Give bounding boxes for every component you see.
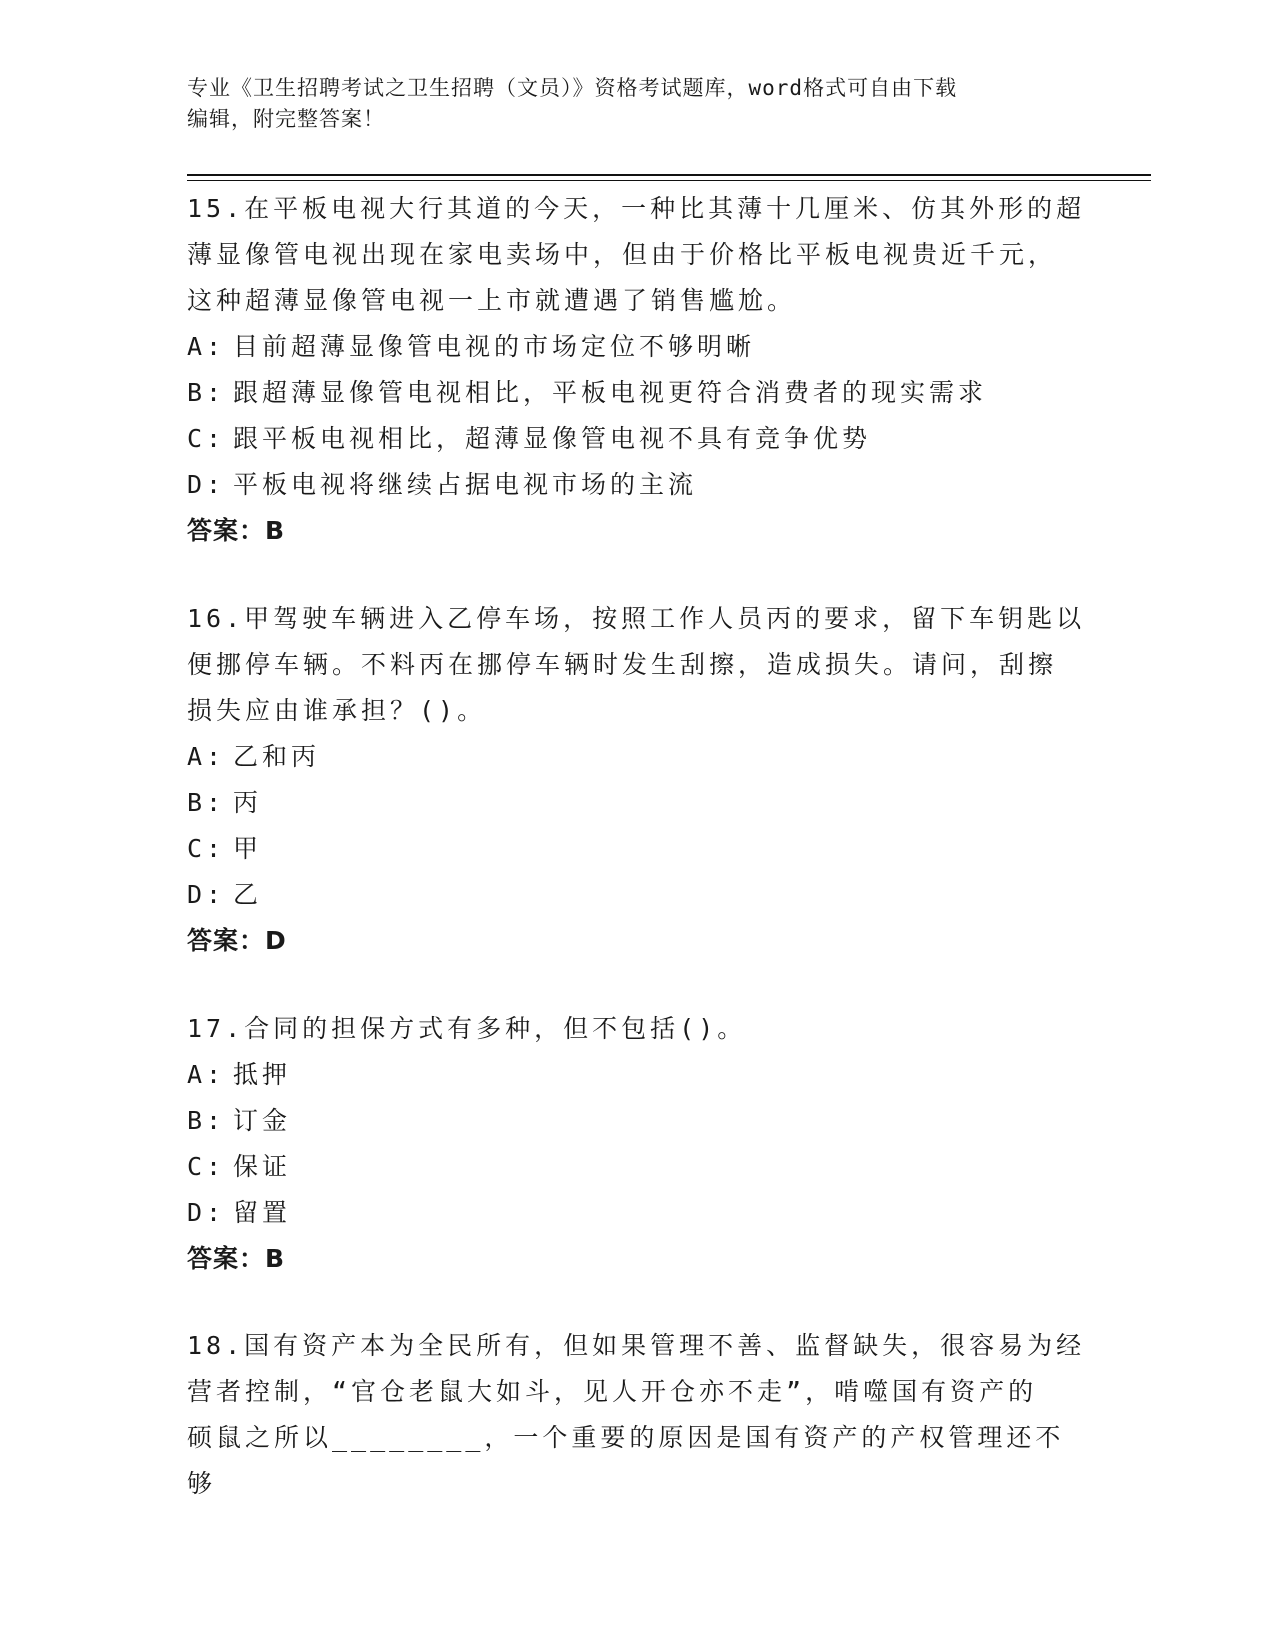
option-text: 目前超薄显像管电视的市场定位不够明晰 <box>233 332 756 361</box>
option-text: 乙和丙 <box>233 742 321 771</box>
option-c <box>187 416 1087 462</box>
option-a <box>187 734 1087 780</box>
option-b <box>187 370 1087 416</box>
option-text: 跟超薄显像管电视相比，平板电视更符合消费者的现实需求 <box>233 378 988 407</box>
option-a <box>187 324 1087 370</box>
question-16 <box>187 596 1087 964</box>
question-stem-line: 17.合同的担保方式有多种，但不包括()。 <box>187 1014 747 1043</box>
header-divider-thick <box>187 174 1151 176</box>
header-divider-thin <box>187 180 1151 181</box>
question-stem-line: 18.国有资产本为全民所有，但如果管理不善、监督缺失，很容易为经 <box>187 1331 1086 1360</box>
option-letter: C: <box>187 834 226 863</box>
option-text: 订金 <box>233 1106 292 1135</box>
option-a <box>187 1052 1087 1098</box>
answer-line: 答案：B <box>187 1244 286 1273</box>
question-17 <box>187 1006 1087 1282</box>
header-line-2: 编辑，附完整答案！ <box>187 107 385 131</box>
question-stem-line: 损失应由谁承担？()。 <box>187 696 487 725</box>
question-stem-line: 15.在平板电视大行其道的今天，一种比其薄十几厘米、仿其外形的超 <box>187 194 1086 223</box>
question-stem-line: 便挪停车辆。不料丙在挪停车辆时发生刮擦，造成损失。请问，刮擦 <box>187 650 1058 679</box>
option-letter: A: <box>187 742 226 771</box>
option-c <box>187 1144 1087 1190</box>
question-stem-line: 营者控制，“官仓老鼠大如斗，见人开仓亦不走”，啃噬国有资产的 <box>187 1377 1038 1406</box>
option-letter: C: <box>187 424 226 453</box>
option-letter: A: <box>187 1060 226 1089</box>
option-c <box>187 826 1087 872</box>
option-d <box>187 1190 1087 1236</box>
option-letter: C: <box>187 1152 226 1181</box>
option-letter: B: <box>187 1106 226 1135</box>
option-d <box>187 462 1087 508</box>
option-text: 丙 <box>233 788 263 817</box>
question-stem-line: 硕鼠之所以________，一个重要的原因是国有资产的产权管理还不够 <box>187 1423 1065 1498</box>
question-stem-line: 这种超薄显像管电视一上市就遭遇了销售尴尬。 <box>187 286 797 315</box>
option-text: 留置 <box>233 1198 292 1227</box>
answer-line: 答案：D <box>187 926 287 955</box>
option-letter: D: <box>187 880 226 909</box>
option-b <box>187 780 1087 826</box>
question-stem-line: 16.甲驾驶车辆进入乙停车场，按照工作人员丙的要求，留下车钥匙以 <box>187 604 1086 633</box>
option-text: 抵押 <box>233 1060 292 1089</box>
header-line-1: 专业《卫生招聘考试之卫生招聘（文员）》资格考试题库，word格式可自由下载 <box>187 76 958 100</box>
question-18 <box>187 1323 1087 1507</box>
option-letter: D: <box>187 1198 226 1227</box>
option-text: 保证 <box>233 1152 292 1181</box>
answer-line: 答案：B <box>187 516 286 545</box>
option-text: 甲 <box>233 834 263 863</box>
option-letter: B: <box>187 378 226 407</box>
option-b <box>187 1098 1087 1144</box>
option-text: 乙 <box>233 880 263 909</box>
option-text: 平板电视将继续占据电视市场的主流 <box>233 470 698 499</box>
option-d <box>187 872 1087 918</box>
question-15 <box>187 186 1087 554</box>
option-letter: D: <box>187 470 226 499</box>
option-text: 跟平板电视相比，超薄显像管电视不具有竞争优势 <box>233 424 872 453</box>
option-letter: A: <box>187 332 226 361</box>
question-stem-line: 薄显像管电视出现在家电卖场中，但由于价格比平板电视贵近千元， <box>187 240 1058 269</box>
document-header <box>187 73 1067 135</box>
option-letter: B: <box>187 788 226 817</box>
